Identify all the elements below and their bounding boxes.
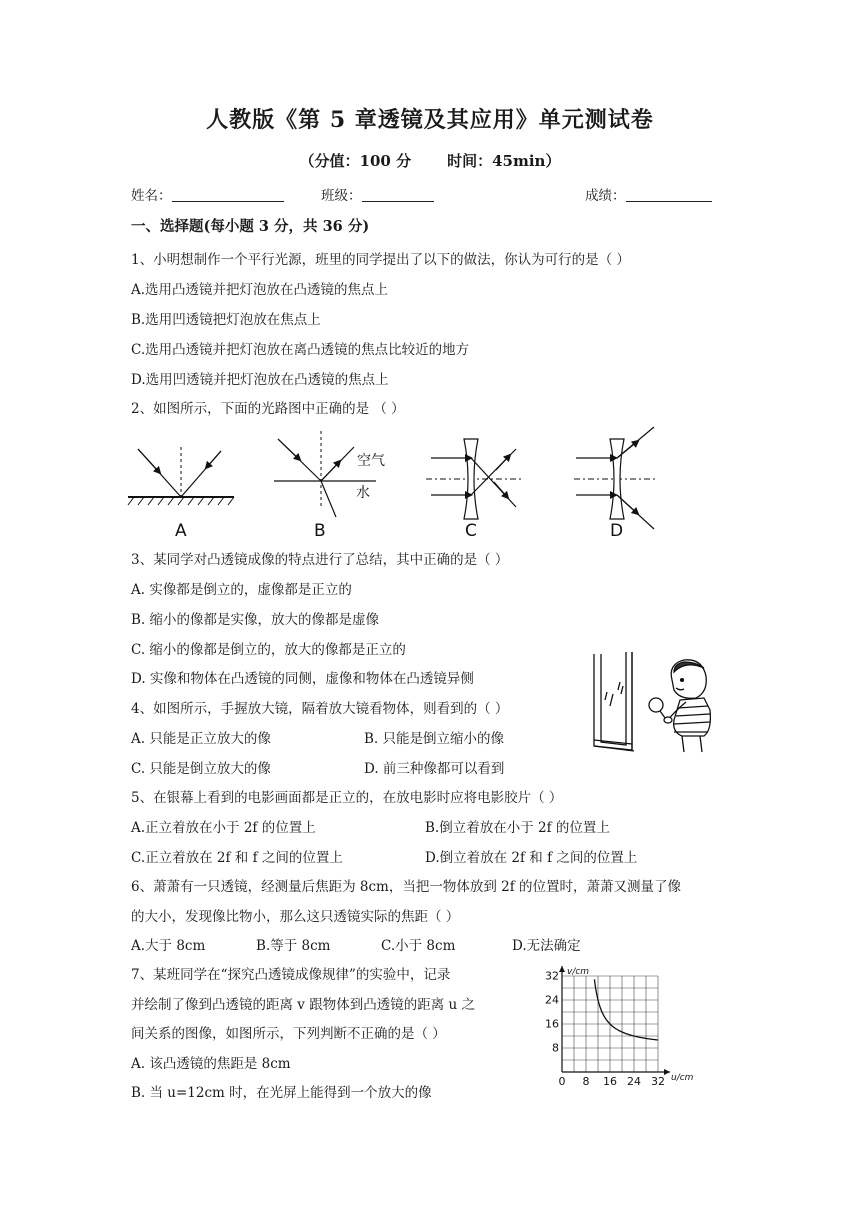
q2-ray-diagrams: [126, 425, 666, 540]
diagram-b: [274, 431, 385, 517]
section-heading: 一、选择题(每小题 3 分，共 36 分): [131, 218, 370, 235]
question-4-option-a: A. 只能是正立放大的像: [131, 731, 271, 747]
y-tick-label: 16: [545, 1017, 559, 1031]
page-title: 人教版《第 5 章透镜及其应用》单元测试卷: [206, 107, 654, 133]
question-6-option-d: D.无法确定: [512, 938, 581, 954]
question-6-option-c: C.小于 8cm: [381, 938, 456, 954]
name-label: 姓名：: [131, 188, 172, 204]
question-7-option-a: A. 该凸透镜的焦距是 8cm: [131, 1056, 291, 1072]
question-5-stem: 5、在银幕上看到的电影画面都是正立的，在放电影时应将电影胶片（ ）: [131, 790, 563, 806]
grade-field: [585, 184, 712, 204]
question-1-stem: 1、小明想制作一个平行光源，班里的同学提出了以下的做法，你认为可行的是（ ）: [131, 252, 630, 268]
question-5-option-b: B.倒立着放在小于 2f 的位置上: [425, 820, 610, 836]
x-tick-label: 16: [603, 1075, 617, 1088]
grade-label: 成绩：: [585, 188, 626, 204]
x-tick-label: 0: [558, 1075, 566, 1088]
question-7-stem-line3: 间关系的图像，如图所示，下列判断不正确的是（ ）: [131, 1026, 446, 1042]
x-tick-label: 8: [582, 1075, 590, 1088]
graph-axes: [559, 966, 670, 1075]
question-6-option-b: B.等于 8cm: [256, 938, 331, 954]
question-1-option-a: A.选用凸透镜并把灯泡放在凸透镜的焦点上: [131, 282, 389, 298]
water-label: 水: [356, 485, 370, 501]
question-5-option-d: D.倒立着放在 2f 和 f 之间的位置上: [425, 850, 638, 866]
graph-tick-labels: [545, 970, 665, 1089]
question-7-option-b: B. 当 u=12cm 时，在光屏上能得到一个放大的像: [131, 1085, 432, 1101]
question-3-stem: 3、某同学对凸透镜成像的特点进行了总结，其中正确的是（ ）: [131, 552, 509, 568]
fig-label-b: B: [314, 521, 326, 540]
diagram-a: [128, 447, 234, 505]
y-tick-label: 8: [552, 1041, 559, 1055]
score-info: （分值：100 分: [299, 152, 412, 170]
exam-info: [0, 150, 860, 171]
class-label: 班级：: [321, 188, 362, 204]
question-5-option-c: C.正立着放在 2f 和 f 之间的位置上: [131, 850, 343, 866]
question-4-option-c: C. 只能是倒立放大的像: [131, 761, 271, 777]
question-6-stem-line1: 6、萧萧有一只透镜，经测量后焦距为 8cm，当把一物体放到 2f 的位置时，萧萧又测量了像: [131, 879, 681, 895]
question-4-option-b: B. 只能是倒立缩小的像: [364, 731, 505, 747]
graph-ylabel: v/cm: [567, 967, 590, 977]
class-field: [321, 184, 434, 204]
question-7-stem-line1: 7、某班同学在“探究凸透镜成像规律”的实验中，记录: [131, 967, 451, 983]
question-6-option-a: A.大于 8cm: [131, 938, 206, 954]
question-1-option-b: B.选用凹透镜把灯泡放在焦点上: [131, 312, 321, 328]
question-3-option-b: B. 缩小的像都是实像，放大的像都是虚像: [131, 612, 380, 628]
x-tick-label: 32: [651, 1075, 665, 1088]
air-label: 空气: [357, 453, 385, 469]
class-blank[interactable]: [362, 187, 434, 202]
fig-label-d: D: [610, 521, 624, 540]
question-7-stem-line2: 并绘制了像到凸透镜的距离 v 跟物体到凸透镜的距离 u 之: [131, 997, 475, 1013]
question-3-option-c: C. 缩小的像都是倒立的，放大的像都是正立的: [131, 642, 406, 658]
question-6-stem-line2: 的大小，发现像比物小，那么这只透镜实际的焦距（ ）: [131, 909, 460, 925]
y-tick-label: 24: [545, 993, 559, 1007]
grade-blank[interactable]: [626, 187, 712, 202]
y-axis-arrow: [559, 966, 565, 972]
name-blank[interactable]: [172, 187, 284, 202]
v-u-graph: [540, 960, 710, 1095]
v-u-curve: [594, 979, 658, 1040]
question-5-option-a: A.正立着放在小于 2f 的位置上: [131, 820, 316, 836]
question-4-option-d: D. 前三种像都可以看到: [364, 761, 505, 777]
name-field: [131, 184, 284, 204]
question-3-option-a: A. 实像都是倒立的，虚像都是正立的: [131, 582, 352, 598]
fig-label-c: C: [465, 521, 477, 540]
question-1-option-c: C.选用凸透镜并把灯泡放在离凸透镜的焦点比较近的地方: [131, 342, 470, 358]
question-3-option-d: D. 实像和物体在凸透镜的同侧，虚像和物体在凸透镜异侧: [131, 671, 474, 687]
boy-magnifier-illustration: [588, 650, 716, 756]
diagram-d: [574, 427, 658, 529]
graph-xlabel: u/cm: [671, 1073, 694, 1083]
question-2-stem: 2、如图所示，下面的光路图中正确的是 （ ）: [131, 401, 405, 417]
question-4-stem: 4、如图所示，手握放大镜，隔着放大镜看物体，则看到的（ ）: [131, 701, 509, 717]
question-1-option-d: D.选用凹透镜并把灯泡放在凸透镜的焦点上: [131, 372, 389, 388]
diagram-c: [426, 439, 522, 519]
x-tick-label: 24: [627, 1075, 641, 1088]
time-info: 时间：45min）: [447, 152, 561, 170]
y-tick-label: 32: [545, 969, 559, 983]
fig-label-a: A: [175, 521, 187, 540]
